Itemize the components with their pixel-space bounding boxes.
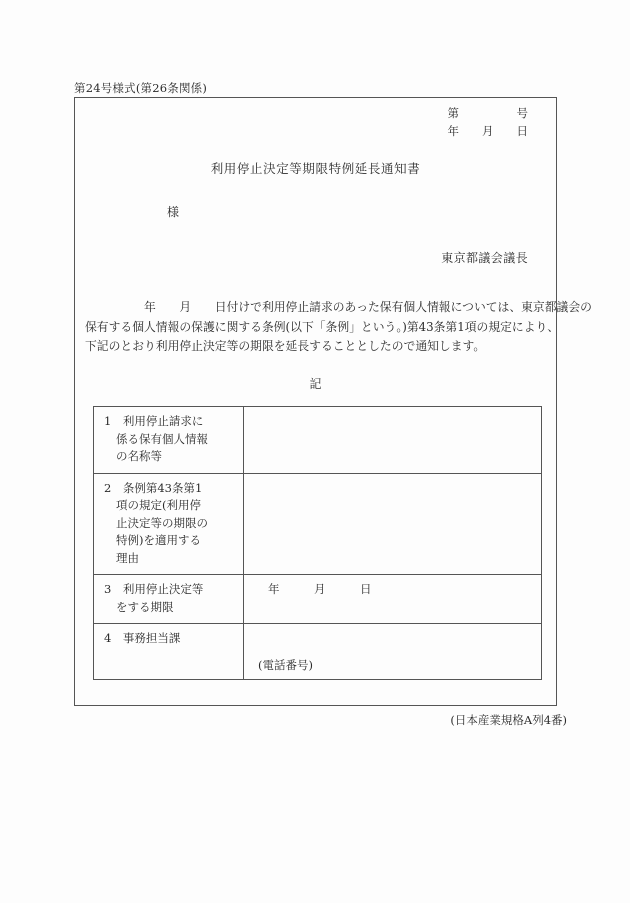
paper-size-note: (日本産業規格A列4番) [450,713,567,727]
row-label-line: 係る保有個人情報 [116,431,208,446]
row-label-cell [94,575,244,624]
row-label-line: をする期限 [116,599,174,614]
phone-number-note: (電話番号) [258,657,313,672]
row-label-line: 特例)を適用する [116,533,201,547]
form-items-table [93,406,542,680]
document-title: 利用停止決定等期限特例延長通知書 [210,161,421,176]
row-value-cell[interactable] [244,473,542,575]
row-label-line: 1 利用停止請求に [104,414,204,428]
body-line-3: 下記のとおり利用停止決定等の期限を延長することとしたので通知します。 [85,339,486,353]
row-label-line: 項の規定(利用停 [116,498,201,512]
ki-marker: 記 [309,377,322,391]
row-label-cell [94,407,244,474]
form-number-label: 第24号様式(第26条関係) [74,81,208,95]
row-label-cell [94,473,244,575]
issuer-name: 東京都議会議長 [441,251,528,265]
body-line-1: 年 月 日付けで利用停止請求のあった保有個人情報については、東京都議会の [85,300,592,314]
body-paragraph [85,298,592,357]
addressee-honorific: 様 [167,205,180,219]
document-frame [74,97,592,706]
document-number-line: 第 号 [447,106,528,120]
document-date-line: 年 月 日 [447,124,528,138]
row-value-cell[interactable] [244,407,542,474]
row-label-line: 2 条例第43条第1 [104,480,203,495]
table-row [94,624,542,680]
row-label-cell [94,624,244,680]
row-label-line: 3 利用停止決定等 [104,582,204,596]
row-value-cell[interactable] [244,575,542,624]
table-row [94,575,542,624]
body-line-2: 保有する個人情報の保護に関する条例(以下「条例」という。)第43条第1項の規定により、 [85,319,560,334]
deadline-date-placeholder: 年 月 日 [268,582,372,596]
row-value-cell[interactable] [244,624,542,680]
document-meta-block [448,104,529,140]
table-row [94,407,542,474]
row-label-line: 理由 [116,550,139,565]
row-label-line: の名称等 [116,449,162,463]
table-row [94,473,542,575]
row-label-line: 4 事務担当課 [104,631,181,645]
row-label-line: 止決定等の期限の [116,515,208,530]
